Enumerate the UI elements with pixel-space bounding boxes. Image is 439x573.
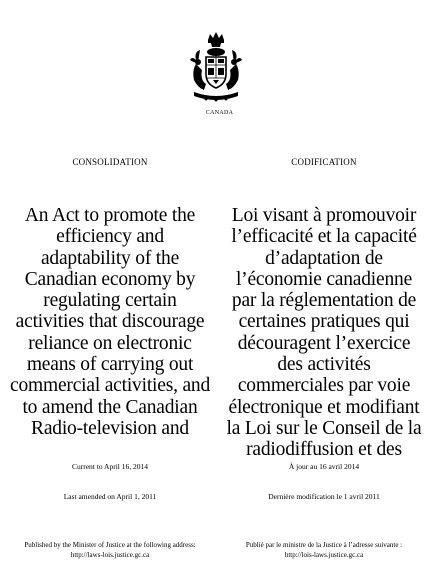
publisher-note-en — [10, 541, 210, 560]
current-to-date-en: Current to April 16, 2014 — [71, 462, 149, 471]
publisher-url-fr[interactable]: http://lois-laws.justice.gc.ca — [284, 550, 364, 559]
publisher-text-en: Published by the Minister of Justice at the following address: — [24, 541, 196, 549]
english-act-title: An Act to promote the efficiency and adaptability of the Canadian economy by regulating certain activities that discourage reliance on electronic means of carrying out commercial activities, and to amend the Canadian Radio-television and — [10, 205, 211, 439]
last-amended-fr: Dernière modification le 1 avril 2011 — [268, 492, 380, 501]
publisher-note-fr — [224, 541, 424, 560]
publisher-text-fr: Publié par le ministre de la Justice à l’adresse suivante : — [245, 541, 403, 549]
canadian-coat-of-arms-icon — [186, 30, 246, 102]
codification-label: CODIFICATION — [291, 157, 357, 167]
french-act-title: Loi visant à promouvoir l’efficacité et la capacité d’adaptation de l’économie canadienne par la réglementation de certaines pratiques qui découragent l’exercice des activités commerciales par voie électronique et modifiant la Loi sur le Conseil de la radiodiffusion et des — [226, 205, 422, 461]
country-label: CANADA — [205, 110, 234, 116]
publisher-url-en[interactable]: http://laws-lois.justice.gc.ca — [70, 550, 150, 559]
consolidation-label: CONSOLIDATION — [72, 157, 148, 167]
last-amended-en: Last amended on April 1, 2011 — [63, 492, 157, 501]
current-to-date-fr: À jour au 16 avril 2014 — [288, 462, 360, 471]
